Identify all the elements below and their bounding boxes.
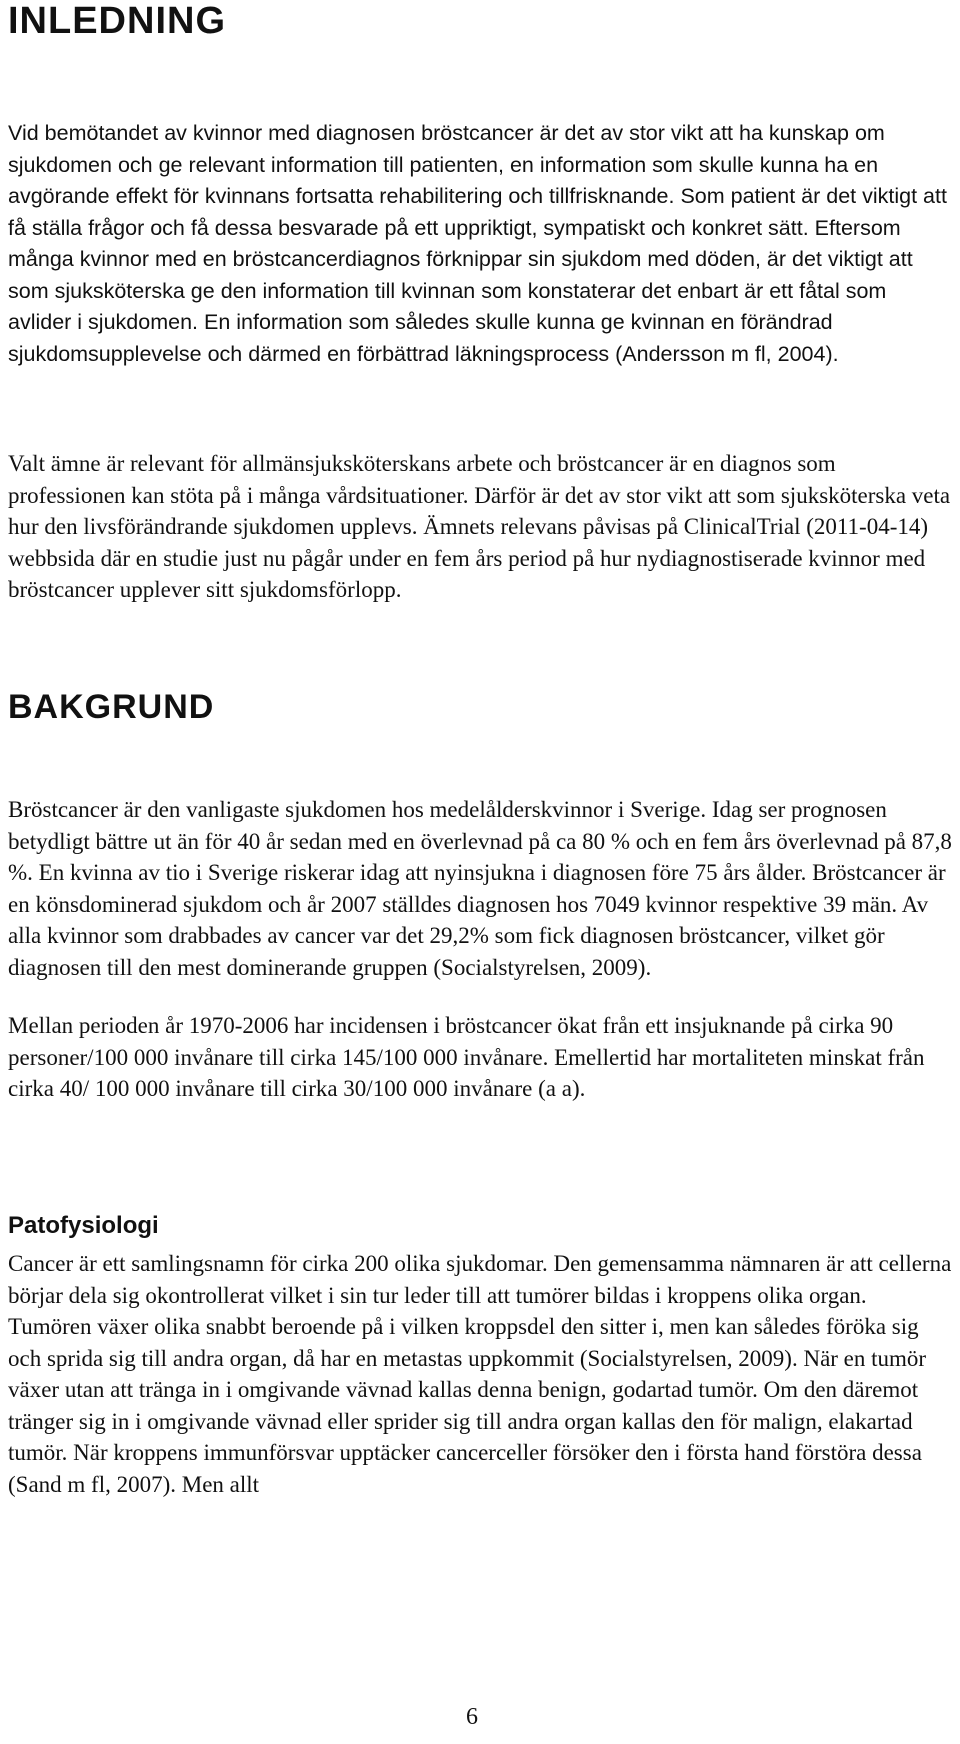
heading-inledning: INLEDNING — [8, 0, 226, 42]
heading-patofysiologi: Patofysiologi — [8, 1212, 159, 1239]
paragraph-intro: Vid bemötandet av kvinnor med diagnosen bröstcancer är det av stor vikt att ha kunskap om sjukdomen och ge relevant information till patienten, en information som skulle kunna ha en avgörande effekt för kvinnans fortsatta rehabilitering och tillfrisknande. Som patient är det viktigt att få ställa frågor och få dessa besvarade på ett uppriktigt, sympatiskt och konkret sätt. Eftersom många kvinnor med en bröstcancerdiagnos förknippar sin sjukdom med döden, är det viktigt att som sjuksköterska ge den information till kvinnan som konstaterar det enbart är ett fåtal som avlider i sjukdomen. En information som således skulle kunna ge kvinnan en förändrad sjukdomsupplevelse och därmed en förbättrad läkningsprocess (Andersson m fl, 2004). — [8, 121, 947, 366]
paragraph-relevance: Valt ämne är relevant för allmänsjuksköterskans arbete och bröstcancer är en diagnos som professionen kan stöta på i många vårdsituationer. Därför är det av stor vikt att som sjuksköterska veta hur den livsförändrande sjukdomen upplevs. Ämnets relevans påvisas på ClinicalTrial (2011-04-14) webbsida där en studie just nu pågår under en fem års period på hur nydiagnostiserade kvinnor med bröstcancer upplever sitt sjukdomsförlopp. — [8, 451, 951, 602]
heading-bakgrund: BAKGRUND — [8, 688, 215, 726]
paragraph-statistics: Bröstcancer är den vanligaste sjukdomen hos medelålderskvinnor i Sverige. Idag ser prognosen betydligt bättre ut än för 40 år sedan med en överlevnad på ca 80 % och en fem års överlevnad på 87,8 %. En kvinna av tio i Sverige riskerar idag att nyinsjukna i diagnosen före 75 års ålder. Bröstcancer är en könsdominerad sjukdom och år 2007 ställdes diagnosen hos 7049 kvinnor respektive 39 män. Av alla kvinnor som drabbades av cancer var det 29,2% som fick diagnosen bröstcancer, vilket gör diagnosen till den mest dominerande gruppen (Socialstyrelsen, 2009). — [8, 797, 952, 980]
page-number: 6 — [466, 1704, 478, 1730]
paragraph-pathophysiology: Cancer är ett samlingsnamn för cirka 200 olika sjukdomar. Den gemensamma nämnaren är att cellerna börjar dela sig okontrollerat vilket i sin tur leder till att tumörer bildas i kroppens olika organ. Tumören växer olika snabbt beroende på i vilken kroppsdel den sitter i, men kan således föröka sig och sprida sig till andra organ, då har en metastas uppkommit (Socialstyrelsen, 2009). När en tumör växer utan att tränga in i omgivande vävnad kallas denna benign, godartad tumör. Om den däremot tränger sig in i omgivande vävnad eller sprider sig till andra organ kallas den för malign, elakartad tumör. När kroppens immunförsvar upptäcker cancerceller försöker den i första hand förstöra dessa (Sand m fl, 2007). Men allt — [8, 1251, 952, 1497]
paragraph-incidence: Mellan perioden år 1970-2006 har incidensen i bröstcancer ökat från ett insjuknande på cirka 90 personer/100 000 invånare till cirka 145/100 000 invånare. Emellertid har mortaliteten minskat från cirka 40/ 100 000 invånare till cirka 30/100 000 invånare (a a). — [8, 1013, 925, 1101]
